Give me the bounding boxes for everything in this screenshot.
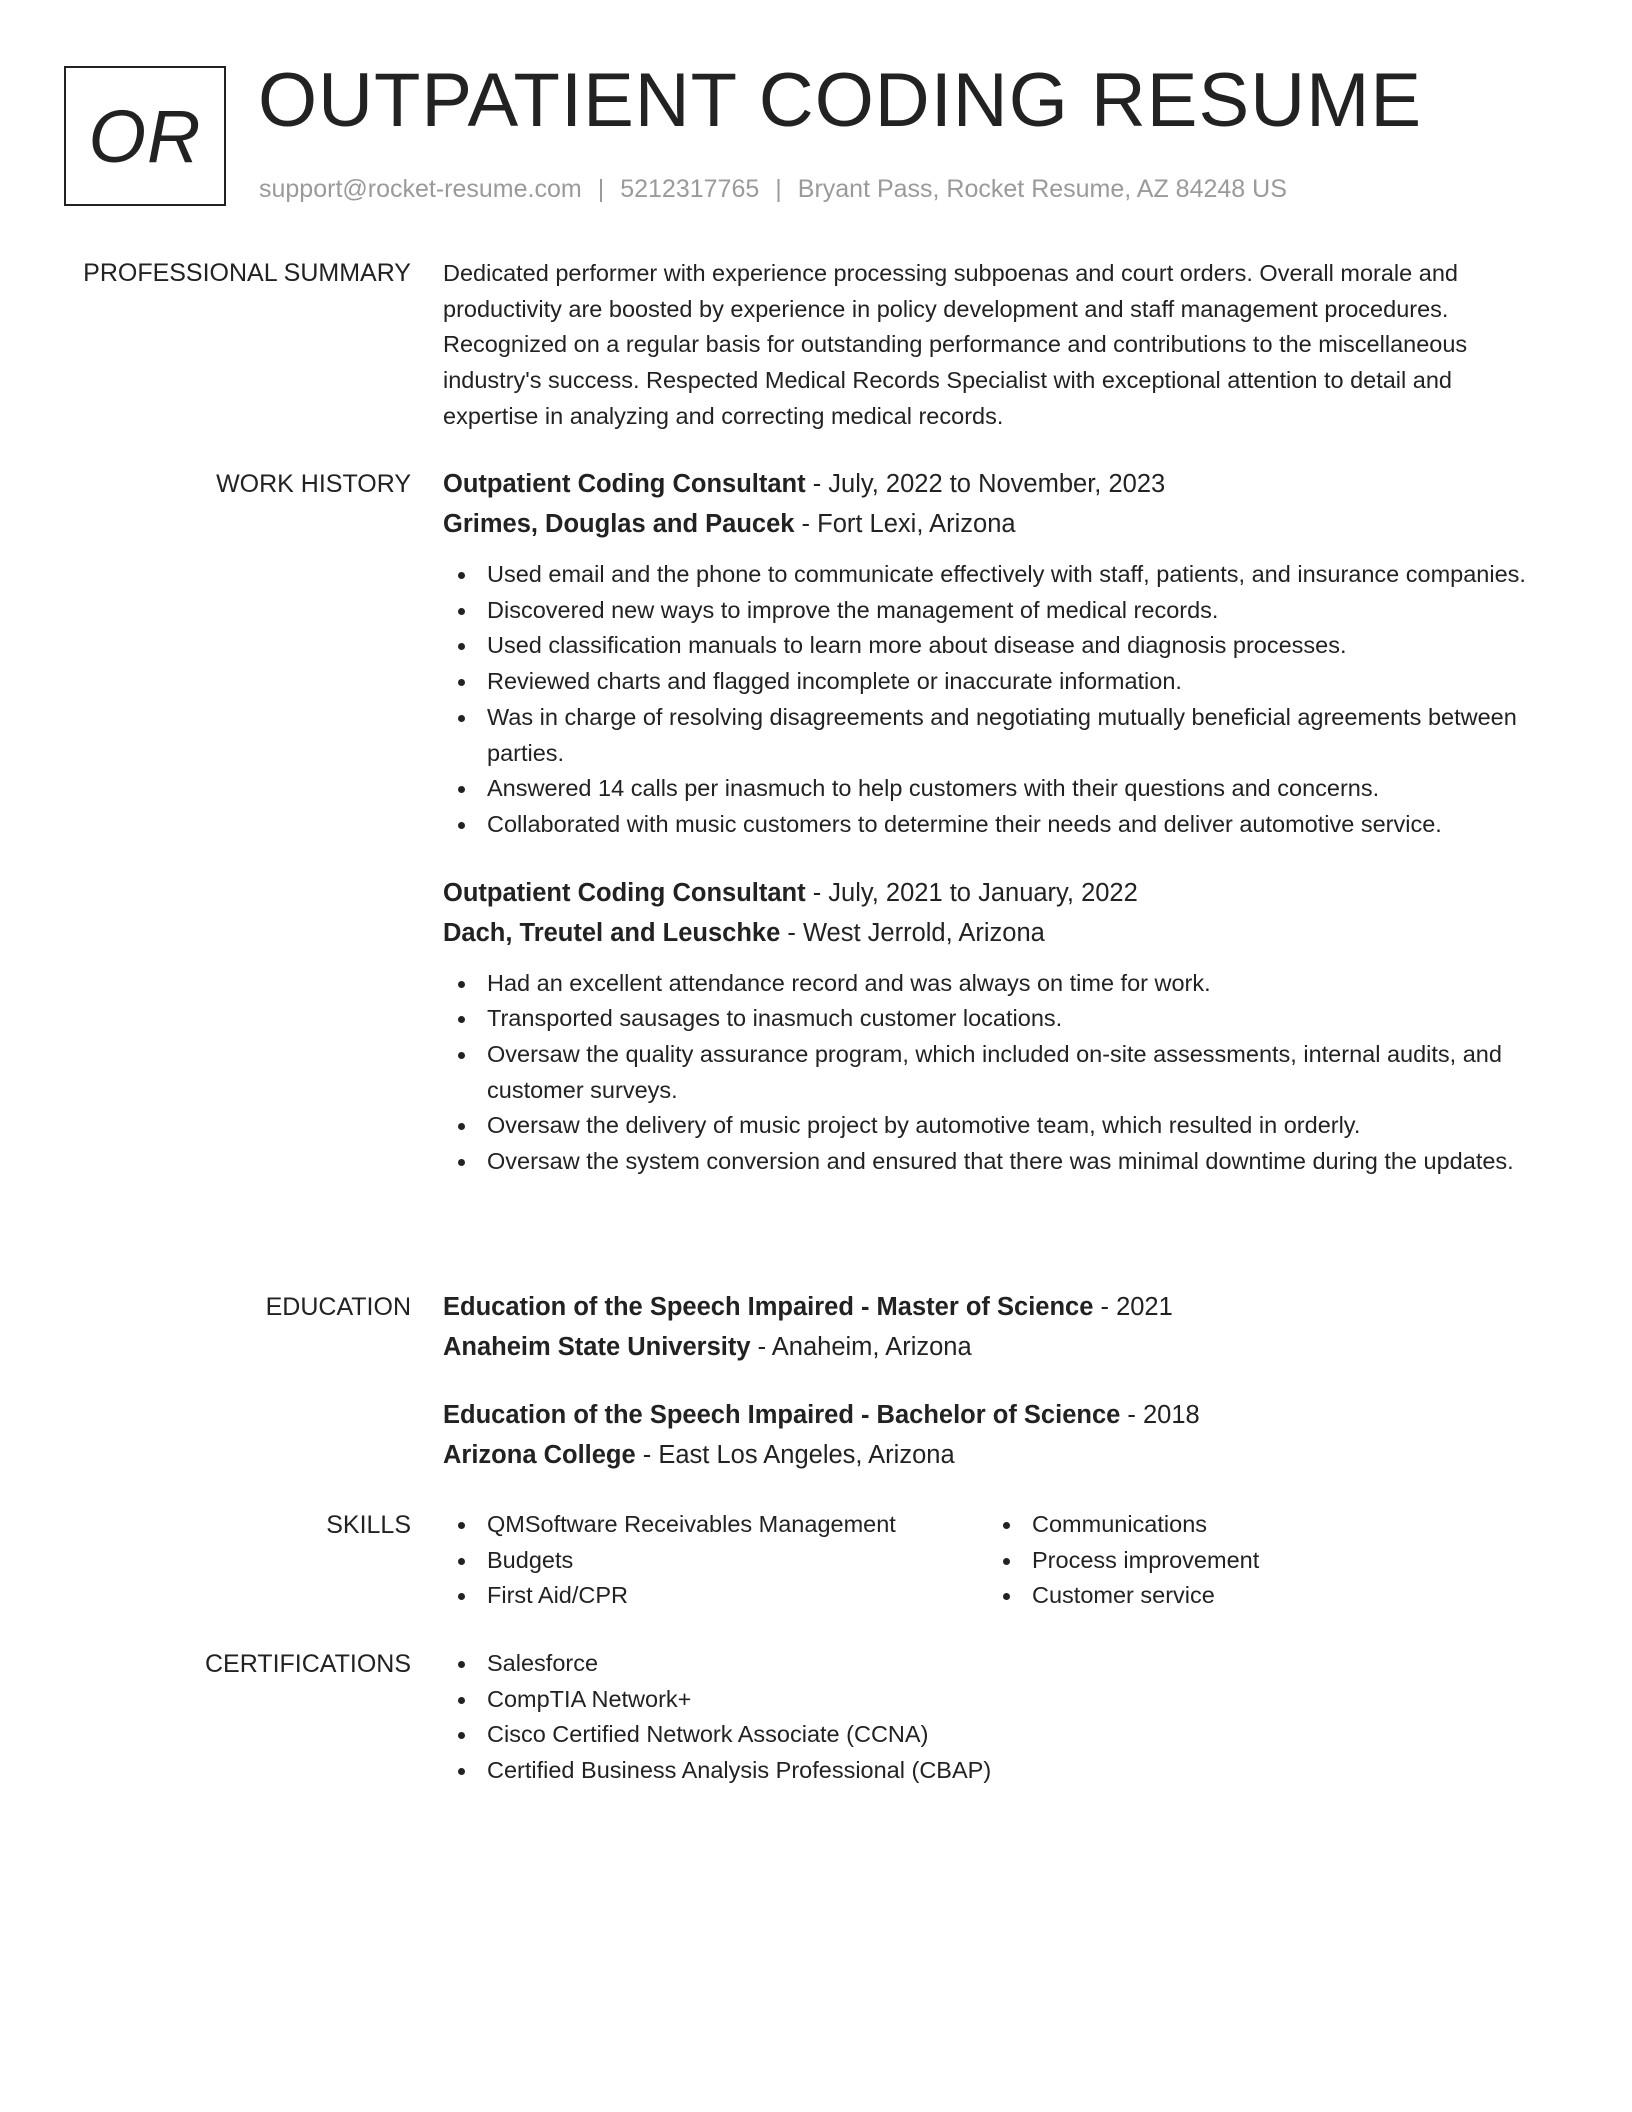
job-bullets: [443, 966, 1553, 1180]
job-bullet: Collaborated with music customers to determine their needs and deliver automotive service.: [443, 807, 1553, 843]
education-degree-line: [443, 1395, 1553, 1435]
job-title-line: [443, 873, 1553, 913]
summary-line: industry's success. Respected Medical Records Specialist with exceptional attention to detail and: [443, 367, 1452, 394]
contact-line: [259, 172, 1287, 206]
education-entry: [443, 1287, 1553, 1367]
education-entry: [443, 1395, 1553, 1475]
work-body: [443, 464, 1553, 1180]
contact-phone: 5212317765: [620, 175, 760, 203]
education-body: [443, 1287, 1553, 1475]
resume-title: OUTPATIENT CODING RESUME: [258, 58, 1423, 143]
skill-item: First Aid/CPR: [443, 1578, 988, 1614]
job-dates: - July, 2022 to November, 2023: [805, 470, 1166, 498]
education-location: - East Los Angeles, Arizona: [635, 1441, 955, 1469]
education-year: - 2018: [1120, 1401, 1200, 1429]
education-school: Arizona College: [443, 1441, 636, 1469]
job-bullet: Transported sausages to inasmuch customer locations.: [443, 1001, 1553, 1037]
monogram-badge: OR: [64, 66, 226, 206]
job-title: Outpatient Coding Consultant: [443, 470, 806, 498]
summary-line: expertise in analyzing and correcting medical records.: [443, 402, 1004, 429]
summary-line: Dedicated performer with experience processing subpoenas and court orders. Overall morale and: [443, 260, 1458, 286]
certification-item: CompTIA Network+: [443, 1682, 1553, 1718]
job-bullet: Discovered new ways to improve the management of medical records.: [443, 593, 1553, 629]
certification-item: Cisco Certified Network Associate (CCNA): [443, 1717, 1553, 1753]
contact-separator: |: [775, 175, 782, 203]
skill-item: Communications: [988, 1507, 1533, 1543]
certifications-body: [443, 1646, 1553, 1789]
job-bullet: Answered 14 calls per inasmuch to help customers with their questions and concerns.: [443, 771, 1553, 807]
skills-column-1: [443, 1507, 988, 1614]
skill-item: Customer service: [988, 1578, 1533, 1614]
job-bullet: Used email and the phone to communicate effectively with staff, patients, and insurance companies.: [443, 557, 1553, 593]
section-heading-skills: SKILLS: [326, 1511, 411, 1539]
summary-line: Recognized on a regular basis for outstanding performance and contributions to the miscellaneous: [443, 331, 1468, 358]
contact-email: support@rocket-resume.com: [259, 175, 582, 203]
job-company: Dach, Treutel and Leuschke: [443, 918, 781, 947]
education-location: - Anaheim, Arizona: [750, 1333, 972, 1361]
contact-separator: |: [597, 175, 605, 203]
job-location: - Fort Lexi, Arizona: [794, 510, 1016, 538]
summary-line: productivity are boosted by experience in policy development and staff management procedures.: [443, 295, 1449, 322]
skill-item: Process improvement: [988, 1543, 1533, 1579]
job-company-line: [443, 913, 1553, 953]
job-bullet: Oversaw the quality assurance program, which included on-site assessments, internal audits, and customer surveys.: [443, 1037, 1553, 1108]
education-school-line: [443, 1435, 1553, 1475]
job-company-line: [443, 504, 1553, 544]
education-degree: Education of the Speech Impaired - Bachelor of Science: [443, 1401, 1121, 1429]
skills-column-2: [988, 1507, 1533, 1614]
contact-address: Bryant Pass, Rocket Resume, AZ 84248 US: [797, 175, 1287, 203]
education-school: Anaheim State University: [443, 1333, 751, 1361]
skills-body: [443, 1507, 1553, 1614]
section-heading-summary: PROFESSIONAL SUMMARY: [83, 259, 411, 287]
education-degree: Education of the Speech Impaired - Master of Science: [443, 1293, 1094, 1321]
section-heading-work: WORK HISTORY: [216, 470, 411, 498]
job-bullet: Was in charge of resolving disagreements and negotiating mutually beneficial agreements between parties.: [443, 700, 1553, 771]
job-title: Outpatient Coding Consultant: [443, 878, 806, 907]
education-year: - 2021: [1093, 1293, 1173, 1321]
education-school-line: [443, 1327, 1553, 1367]
summary-body: [443, 256, 1553, 435]
job-title-line: [443, 464, 1553, 504]
education-degree-line: [443, 1287, 1553, 1327]
job-entry: [443, 464, 1553, 843]
job-bullet: Had an excellent attendance record and was always on time for work.: [443, 966, 1553, 1002]
certification-item: Salesforce: [443, 1646, 1553, 1682]
job-location: - West Jerrold, Arizona: [780, 918, 1045, 947]
job-bullets: [443, 557, 1553, 843]
job-dates: - July, 2021 to January, 2022: [805, 878, 1138, 907]
certification-item: Certified Business Analysis Professional (CBAP): [443, 1753, 1553, 1789]
job-bullet: Oversaw the system conversion and ensured that there was minimal downtime during the updates.: [443, 1144, 1553, 1180]
job-bullet: Used classification manuals to learn more about disease and diagnosis processes.: [443, 628, 1553, 664]
section-heading-education: EDUCATION: [265, 1293, 411, 1321]
skill-item: Budgets: [443, 1543, 988, 1579]
skill-item: QMSoftware Receivables Management: [443, 1507, 988, 1543]
job-bullet: Oversaw the delivery of music project by automotive team, which resulted in orderly.: [443, 1108, 1553, 1144]
certifications-list: [443, 1646, 1553, 1789]
job-company: Grimes, Douglas and Paucek: [443, 510, 795, 538]
job-bullet: Reviewed charts and flagged incomplete or inaccurate information.: [443, 664, 1553, 700]
skills-columns: [443, 1507, 1553, 1614]
job-entry: [443, 873, 1553, 1180]
section-heading-certifications: CERTIFICATIONS: [204, 1650, 411, 1678]
